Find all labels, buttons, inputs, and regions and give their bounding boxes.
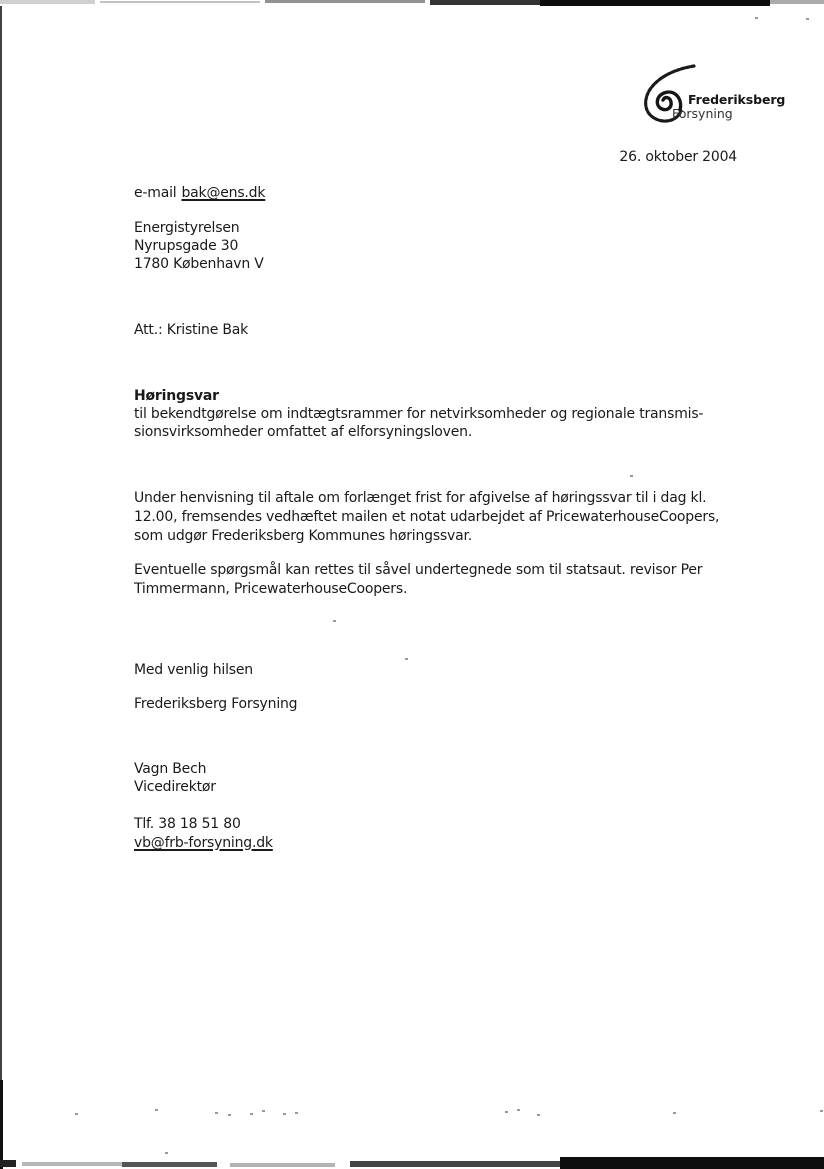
scan-artifact-bottom-band — [560, 1157, 824, 1169]
address-line-city: 1780 København V — [134, 256, 264, 272]
scan-speck — [283, 1113, 286, 1115]
address-line-street: Nyrupsgade 30 — [134, 238, 239, 254]
body-text-line: 12.00, fremsendes vedhæftet mailen et notat udarbejdet af PricewaterhouseCoopers, — [134, 509, 720, 525]
scan-artifact-bottom-band — [22, 1162, 122, 1166]
body-paragraph-2 — [134, 561, 702, 599]
logo-company-name: Frederiksberg — [688, 92, 786, 107]
subject-line: til bekendtgørelse om indtægtsrammer for netvirksomheder og regionale transmis- — [134, 406, 704, 423]
scan-artifact-top-band — [265, 0, 425, 3]
scan-speck — [755, 17, 758, 19]
email-label: e-mail — [134, 185, 177, 201]
scan-speck — [215, 1112, 218, 1114]
signer-email: vb@frb-forsyning.dk — [134, 835, 273, 851]
closing-company: Frederiksberg Forsyning — [134, 696, 298, 712]
scan-artifact-left-edge — [0, 6, 2, 1166]
scan-artifact-bottom-band — [0, 1160, 16, 1167]
scan-artifact-top-band — [100, 1, 260, 3]
attention-line: Att.: Kristine Bak — [134, 322, 249, 338]
scan-artifact-bottom-band — [350, 1161, 562, 1167]
scan-artifact-top-band — [540, 0, 770, 6]
body-text-line: Timmermann, PricewaterhouseCoopers. — [134, 581, 408, 597]
recipient-email-line — [134, 185, 265, 201]
body-text-line: Eventuelle spørgsmål kan rettes til såvel undertegnede som til statsaut. revisor Per — [134, 562, 703, 578]
scan-artifact-bottom-band — [230, 1163, 335, 1167]
scan-speck — [630, 475, 633, 477]
subject-block — [134, 387, 703, 442]
scan-artifact-top-band — [430, 0, 542, 5]
scan-speck — [250, 1113, 253, 1115]
company-logo — [630, 62, 790, 128]
scan-speck — [673, 1112, 676, 1114]
scan-speck — [295, 1112, 298, 1114]
signer-title: Vicedirektør — [134, 779, 216, 795]
recipient-address-block — [134, 219, 264, 273]
scan-speck — [155, 1109, 158, 1111]
scan-speck — [537, 1114, 540, 1116]
scan-speck — [333, 620, 336, 622]
body-paragraph-1 — [134, 489, 719, 546]
closing-salutation: Med venlig hilsen — [134, 662, 253, 678]
scan-speck — [262, 1110, 265, 1112]
scan-speck — [806, 18, 809, 20]
letter-date: 26. oktober 2004 — [619, 149, 737, 165]
body-text-line: Under henvisning til aftale om forlænget frist for afgivelse af høringssvar til i dag kl. — [134, 490, 707, 506]
scan-speck — [405, 658, 408, 660]
subject-title: Høringsvar — [134, 388, 219, 404]
scan-artifact-top-band — [770, 0, 824, 4]
scan-artifact-bottom-band — [122, 1162, 217, 1167]
scan-speck — [505, 1111, 508, 1113]
logo-company-subtitle: Forsyning — [672, 106, 733, 121]
scan-speck — [517, 1109, 520, 1111]
subject-line: sionsvirksomheder omfattet af elforsyningsloven. — [134, 424, 473, 441]
scan-artifact-left-edge — [0, 1080, 3, 1169]
scan-speck — [165, 1152, 168, 1154]
address-line-org: Energistyrelsen — [134, 220, 240, 236]
scan-speck — [820, 1110, 823, 1112]
scan-speck — [75, 1113, 78, 1115]
recipient-email-address: bak@ens.dk — [181, 185, 266, 201]
body-text-line: som udgør Frederiksberg Kommunes høringssvar. — [134, 528, 472, 544]
scan-speck — [228, 1114, 231, 1116]
signer-name: Vagn Bech — [134, 761, 207, 777]
signer-phone: Tlf. 38 18 51 80 — [134, 816, 241, 832]
scan-artifact-top-band — [0, 0, 95, 4]
